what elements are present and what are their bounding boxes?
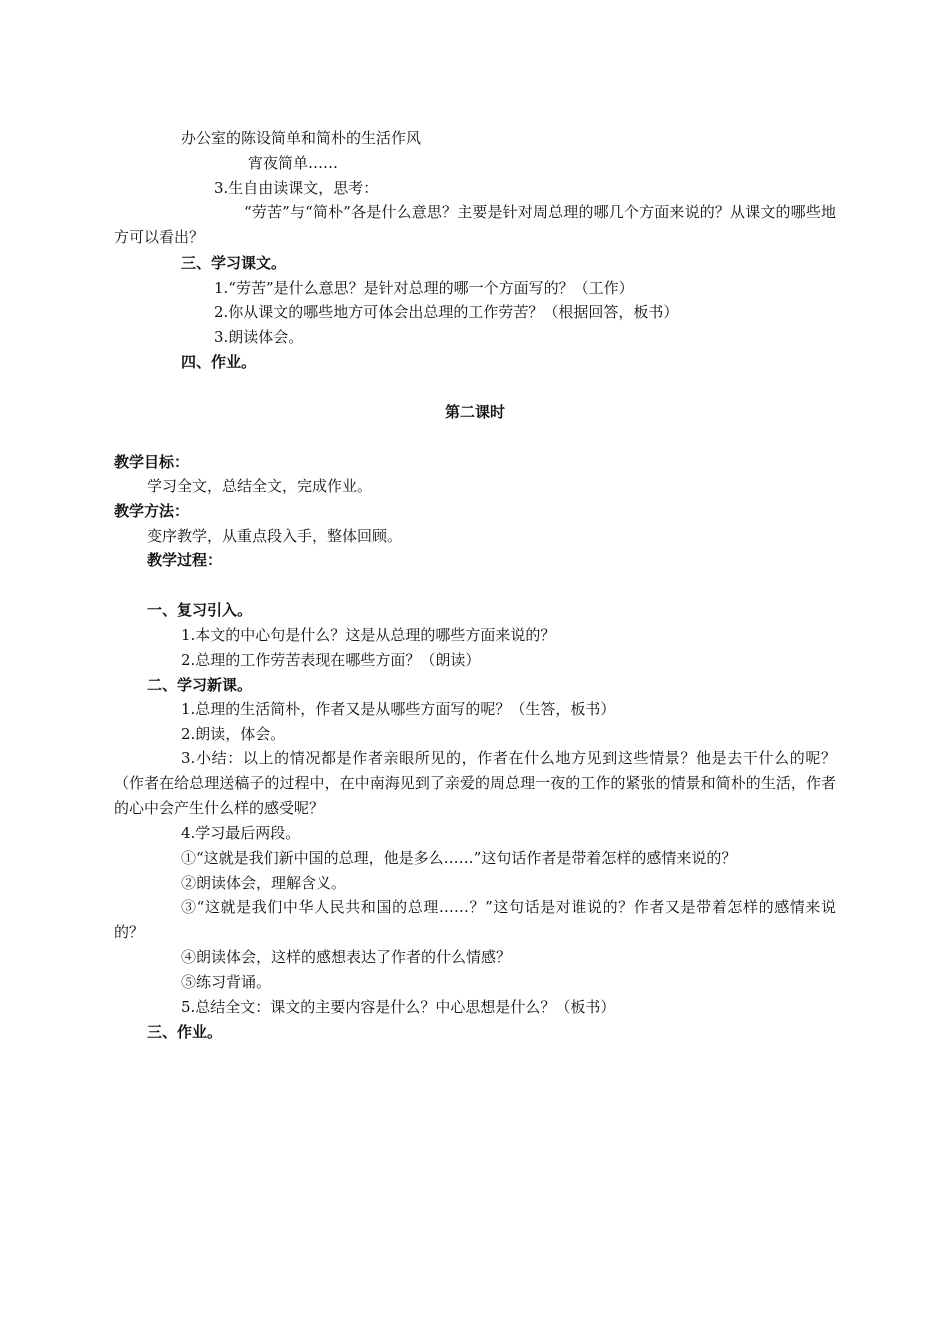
text-line: 2.朗读，体会。 <box>181 725 286 743</box>
paragraph: 3.小结：以上的情况都是作者亲眼所见的，作者在什么地方见到这些情景？他是去干什么的呢？（作者在给总理送稿子的过程中，在中南海见到了亲爱的周总理一夜的工作的紧张的情景和简朴的生活，作者的心中会产生什么样的感受呢？ <box>114 749 836 817</box>
section-heading: 三、作业。 <box>147 1023 223 1041</box>
section-heading: 三、学习课文。 <box>181 254 287 272</box>
text-line: 5.总结全文：课文的主要内容是什么？中心思想是什么？（板书） <box>181 998 616 1016</box>
text-line: 2.总理的工作劳苦表现在哪些方面？（朗读） <box>181 651 481 669</box>
text-line: 2.你从课文的哪些地方可体会出总理的工作劳苦？（根据回答，板书） <box>214 303 679 321</box>
text-line: 3.朗读体会。 <box>214 328 304 346</box>
text-line: 4.学习最后两段。 <box>181 824 301 842</box>
lesson-title: 第二课时 <box>444 403 505 421</box>
text-line: 1.总理的生活简朴，作者又是从哪些方面写的呢？（生答，板书） <box>181 700 616 718</box>
label-heading: 教学目标： <box>114 453 190 471</box>
text-line: ①“这就是我们新中国的总理，他是多么……”这句话作者是带着怎样的感情来说的？ <box>181 849 737 867</box>
text-line: ⑤练习背诵。 <box>181 973 272 991</box>
text-line: 学习全文，总结全文，完成作业。 <box>147 477 373 495</box>
text-line: 办公室的陈设简单和简朴的生活作风 <box>181 129 422 147</box>
paragraph: ③“这就是我们中华人民共和国的总理……？”这句话是对谁说的？作者又是带着怎样的感情来说的？ <box>114 898 836 941</box>
label-heading: 教学方法： <box>114 502 190 520</box>
section-heading: 一、复习引入。 <box>147 601 253 619</box>
label-heading: 教学过程： <box>147 551 223 569</box>
text-line: 1.“劳苦”是什么意思？是针对总理的哪一个方面写的？（工作） <box>214 279 634 297</box>
text-line: 3.生自由读课文，思考： <box>214 179 379 197</box>
text-line: 宵夜简单…… <box>248 154 339 172</box>
section-heading: 二、学习新课。 <box>147 676 253 694</box>
text-line: 1.本文的中心句是什么？这是从总理的哪些方面来说的？ <box>181 626 556 644</box>
section-heading: 四、作业。 <box>181 353 257 371</box>
text-line: 变序教学，从重点段入手，整体回顾。 <box>147 527 403 545</box>
paragraph: “劳苦”与“简朴”各是什么意思？主要是针对周总理的哪几个方面来说的？从课文的哪些地方可以看出？ <box>114 203 836 246</box>
text-line: ②朗读体会，理解含义。 <box>181 874 347 892</box>
text-line: ④朗读体会，这样的感想表达了作者的什么情感？ <box>181 948 512 966</box>
